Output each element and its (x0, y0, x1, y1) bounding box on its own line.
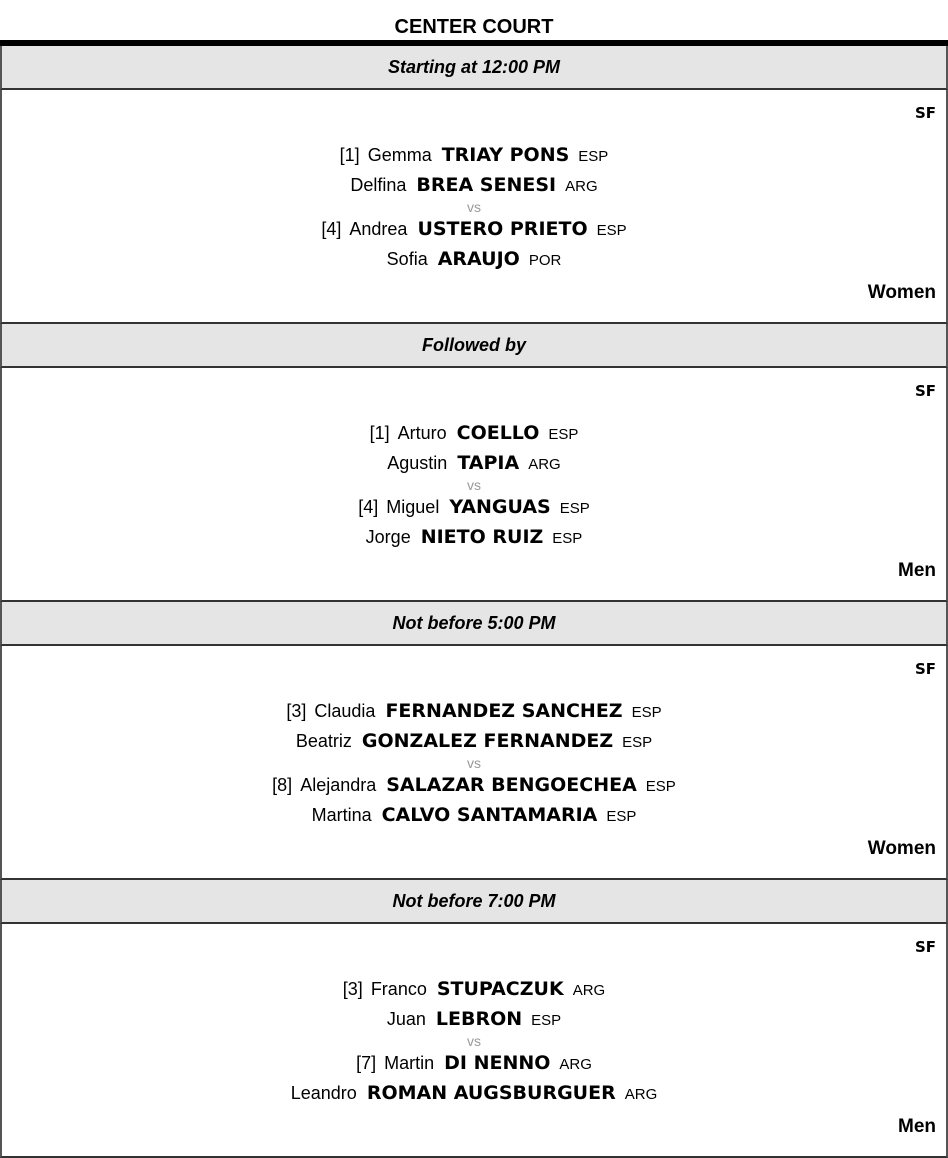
versus-label: vs (467, 199, 481, 215)
player-country: ESP (552, 530, 583, 547)
player-first-name: Claudia (314, 701, 376, 721)
player-country: ESP (559, 500, 590, 517)
player-row (2, 522, 946, 552)
player-row (2, 1078, 946, 1108)
player-first-name: Gemma (367, 145, 432, 165)
player-seed: [3] (342, 979, 363, 999)
slot-time-header: Not before 5:00 PM (0, 602, 948, 646)
player-row (2, 492, 946, 522)
player-country: ESP (631, 704, 662, 721)
player-country: ESP (548, 426, 579, 443)
match-card (0, 646, 948, 880)
player-last-name: DI NENNO (444, 1052, 551, 1074)
player-row (2, 726, 946, 756)
player-seed: [8] (272, 775, 293, 795)
player-seed: [4] (358, 497, 379, 517)
player-row (2, 974, 946, 1004)
match-card (0, 90, 948, 324)
match-players (2, 696, 946, 830)
player-first-name: Franco (370, 979, 427, 999)
player-country: ARG (572, 982, 606, 999)
player-first-name: Leandro (290, 1083, 357, 1103)
match-players (2, 974, 946, 1108)
player-last-name: FERNANDEZ SANCHEZ (385, 700, 623, 722)
player-last-name: LEBRON (435, 1008, 523, 1030)
player-last-name: CALVO SANTAMARIA (381, 804, 598, 826)
player-country: POR (528, 252, 562, 269)
player-row (2, 140, 946, 170)
player-seed: [1] (339, 145, 360, 165)
versus-label: vs (467, 755, 481, 771)
category-label: Women (867, 838, 936, 859)
player-country: ARG (559, 1056, 592, 1073)
player-country: ARG (528, 456, 561, 473)
player-country: ESP (622, 734, 653, 751)
order-of-play (0, 46, 948, 1158)
slot-time-header: Starting at 12:00 PM (0, 46, 948, 90)
player-row (2, 696, 946, 726)
player-seed: [1] (369, 423, 390, 443)
player-row (2, 418, 946, 448)
category-label: Men (898, 560, 936, 581)
player-first-name: Delfina (350, 175, 407, 195)
player-row (2, 170, 946, 200)
player-last-name: COELLO (456, 422, 540, 444)
player-country: ESP (645, 778, 676, 795)
player-last-name: TAPIA (457, 452, 520, 474)
player-country: ARG (624, 1086, 658, 1103)
player-first-name: Martina (311, 805, 372, 825)
player-last-name: YANGUAS (449, 496, 551, 518)
player-first-name: Beatriz (295, 731, 352, 751)
player-last-name: ROMAN AUGSBURGUER (366, 1082, 616, 1104)
player-row (2, 1048, 946, 1078)
player-row (2, 448, 946, 478)
slot-time-header: Not before 7:00 PM (0, 880, 948, 924)
player-first-name: Jorge (365, 527, 411, 547)
player-last-name: USTERO PRIETO (417, 218, 588, 240)
versus-label: vs (467, 477, 481, 493)
round-label: SF (914, 660, 936, 678)
player-seed: [3] (286, 701, 307, 721)
versus-label: vs (467, 1033, 481, 1049)
player-row (2, 770, 946, 800)
player-first-name: Miguel (386, 497, 440, 517)
player-first-name: Juan (386, 1009, 426, 1029)
player-first-name: Sofia (386, 249, 428, 269)
match-players (2, 140, 946, 274)
round-label: SF (914, 938, 936, 956)
player-row (2, 1004, 946, 1034)
player-seed: [4] (321, 219, 342, 239)
player-first-name: Martin (384, 1053, 435, 1073)
player-last-name: SALAZAR BENGOECHEA (386, 774, 637, 796)
player-last-name: ARAUJO (437, 248, 520, 270)
player-row (2, 800, 946, 830)
player-country: ESP (606, 808, 637, 825)
match-card (0, 924, 948, 1158)
slot-time-header: Followed by (0, 324, 948, 368)
player-last-name: BREA SENESI (416, 174, 557, 196)
player-first-name: Andrea (349, 219, 408, 239)
player-last-name: GONZALEZ FERNANDEZ (361, 730, 614, 752)
player-country: ESP (596, 222, 627, 239)
player-last-name: NIETO RUIZ (420, 526, 544, 548)
player-first-name: Agustin (387, 453, 448, 473)
round-label: SF (914, 382, 936, 400)
court-title: CENTER COURT (394, 16, 554, 38)
category-label: Women (867, 282, 936, 303)
player-row (2, 214, 946, 244)
player-seed: [7] (356, 1053, 377, 1073)
match-card (0, 368, 948, 602)
round-label: SF (914, 104, 936, 122)
player-last-name: STUPACZUK (436, 978, 564, 1000)
player-first-name: Alejandra (300, 775, 377, 795)
player-first-name: Arturo (397, 423, 447, 443)
player-country: ARG (565, 178, 598, 195)
match-players (2, 418, 946, 552)
player-last-name: TRIAY PONS (441, 144, 570, 166)
player-row (2, 244, 946, 274)
player-country: ESP (531, 1012, 562, 1029)
player-country: ESP (578, 148, 609, 165)
category-label: Men (898, 1116, 936, 1137)
